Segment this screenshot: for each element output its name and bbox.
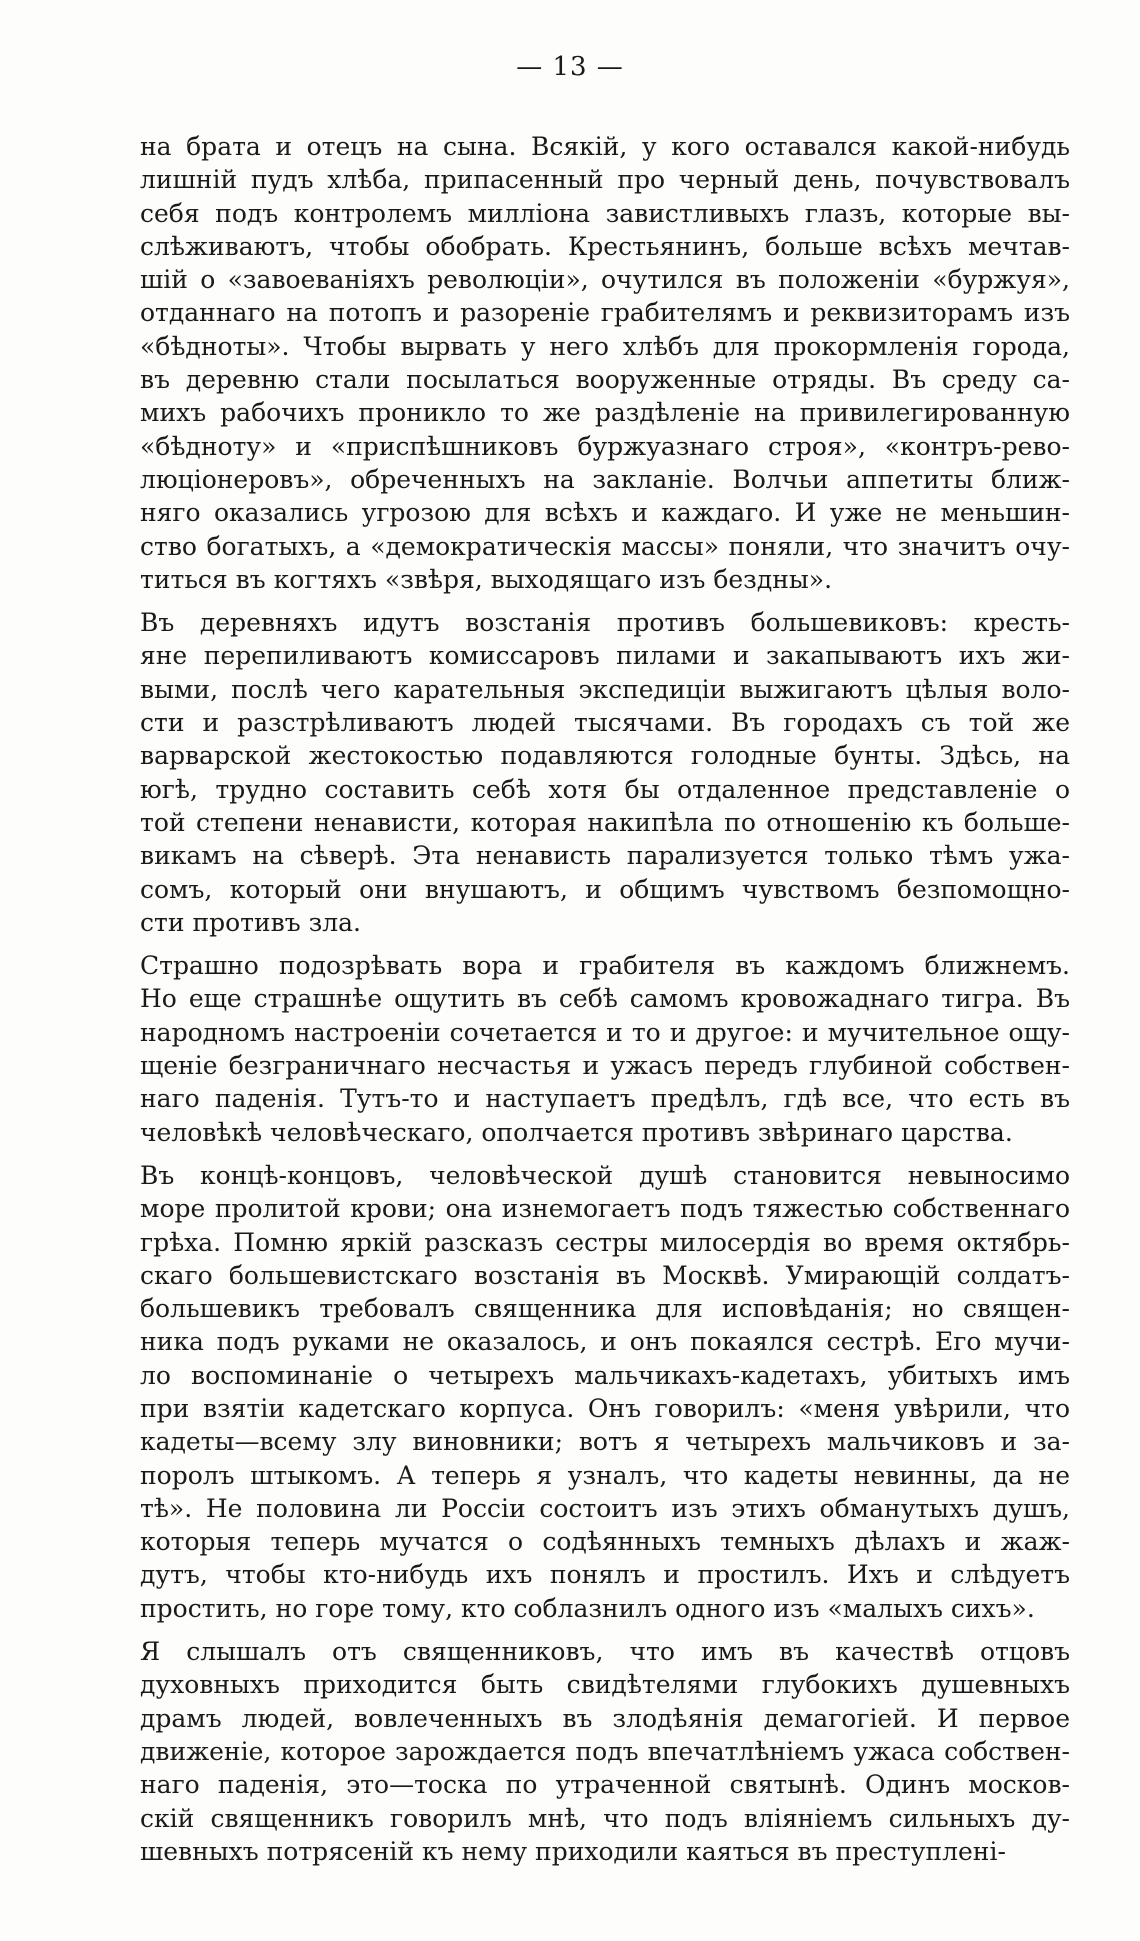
- paragraph-1: [140, 130, 1070, 596]
- text-line: человѣкѣ человѣческаго, ополчается противъ звѣринаго царства.: [140, 1117, 1013, 1147]
- text-line: скій священникъ говорилъ мнѣ, что подъ вліяніемъ сильныхъ ду-: [140, 1803, 1070, 1833]
- text-line: наго паденія, это—тоска по утраченной святынѣ. Одинъ москов-: [140, 1770, 1070, 1800]
- text-line: шій о «завоеваніяхъ революціи», очутился въ положеніи «буржуя»,: [140, 265, 1070, 295]
- text-line: няго оказались угрозою для всѣхъ и каждаго. И уже не меньшин-: [140, 498, 1070, 528]
- text-line: поролъ штыкомъ. А теперь я узналъ, что кадеты невинны, да не: [140, 1460, 1070, 1490]
- text-line: на брата и отецъ на сына. Всякій, у кого оставался какой-нибудь: [140, 132, 1070, 161]
- text-line: скаго большевистскаго возстанія въ Москвѣ. Умирающій солдатъ-: [140, 1260, 1070, 1290]
- text-line: сомъ, который они внушаютъ, и общимъ чувствомъ безпомощно-: [140, 874, 1070, 904]
- text-line: той степени ненависти, которая накипѣла по отношенію къ больше-: [140, 807, 1070, 837]
- text-line: варварской жестокостью подавляются голодные бунты. Здѣсь, на: [140, 741, 1070, 771]
- text-line: грѣха. Помню яркій разсказъ сестры милосердія во время октябрь-: [140, 1227, 1070, 1257]
- text-line: Страшно подозрѣвать вора и грабителя въ каждомъ ближнемъ.: [140, 951, 1070, 981]
- text-line: себя подъ контролемъ милліона завистливыхъ глазъ, которые вы-: [140, 198, 1070, 228]
- text-line: наго паденія. Тутъ-то и наступаетъ предѣлъ, гдѣ все, что есть въ: [140, 1084, 1070, 1114]
- page-number: — 13 —: [516, 52, 624, 82]
- text-line: «бѣдноты». Чтобы вырвать у него хлѣбъ для прокормленія города,: [140, 331, 1070, 361]
- text-line: кадеты—всему злу виновники; вотъ я четырехъ мальчиковъ и за-: [140, 1427, 1070, 1457]
- text-line: Но еще страшнѣе ощутить въ себѣ самомъ кровожаднаго тигра. Въ: [140, 984, 1070, 1014]
- text-line: сти и разстрѣливаютъ людей тысячами. Въ городахъ съ той же: [140, 708, 1070, 738]
- text-line: народномъ настроеніи сочетается и то и другое: и мучительное ощу-: [140, 1017, 1070, 1047]
- text-line: драмъ людей, вовлеченныхъ въ злодѣянія демагогіей. И первое: [140, 1703, 1070, 1733]
- text-line: шевныхъ потрясеній къ нему приходили каяться въ преступлені-: [140, 1836, 1006, 1866]
- text-line: люціонеровъ», обреченныхъ на закланіе. Волчьи аппетиты ближ-: [140, 464, 1070, 494]
- text-line: ника подъ руками не оказалось, и онъ покаялся сестрѣ. Его мучи-: [140, 1327, 1070, 1357]
- text-line: духовныхъ приходится быть свидѣтелями глубокихъ душевныхъ: [140, 1670, 1070, 1700]
- text-line: щеніе безграничнаго несчастья и ужасъ передъ глубиной собствен-: [140, 1051, 1070, 1081]
- text-line: большевикъ требовалъ священника для исповѣданія; но священ-: [140, 1294, 1070, 1324]
- text-line: югѣ, трудно составить себѣ хотя бы отдаленное представленіе о: [140, 774, 1070, 804]
- text-line: въ деревню стали посылаться вооруженные отряды. Въ среду са-: [140, 365, 1070, 395]
- text-line: михъ рабочихъ проникло то же раздѣленіе на привилегированную: [140, 398, 1070, 428]
- paragraph-2: [140, 606, 1070, 939]
- text-line: Я слышалъ отъ священниковъ, что имъ въ качествѣ отцовъ: [140, 1637, 1070, 1667]
- paragraph-3: [140, 949, 1070, 1149]
- text-line: яне перепиливаютъ комиссаровъ пилами и закапываютъ ихъ жи-: [140, 641, 1070, 671]
- text-line: которыя теперь мучатся о содѣянныхъ темныхъ дѣлахъ и жаж-: [140, 1527, 1070, 1557]
- text-line: Въ деревняхъ идутъ возстанія противъ большевиковъ: кресть-: [140, 608, 1070, 638]
- text-line: движеніе, которое зарождается подъ впечатлѣніемъ ужаса собствен-: [140, 1736, 1070, 1766]
- paragraph-5: [140, 1635, 1070, 1868]
- text-line: викамъ на сѣверѣ. Эта ненависть парализуется только тѣмъ ужа-: [140, 841, 1070, 871]
- text-line: слѣживаютъ, чтобы обобрать. Крестьянинъ, больше всѣхъ мечтав-: [140, 231, 1070, 261]
- text-line: тѣ». Не половина ли Россіи состоитъ изъ этихъ обманутыхъ душъ,: [140, 1493, 1070, 1523]
- text-line: при взятіи кадетскаго корпуса. Онъ говорилъ: «меня увѣрили, что: [140, 1393, 1070, 1423]
- text-line: выми, послѣ чего карательныя экспедиціи выжигаютъ цѣлыя воло-: [140, 674, 1070, 704]
- text-line: «бѣдноту» и «приспѣшниковъ буржуазнаго строя», «контръ-рево-: [140, 431, 1070, 461]
- text-line: Въ концѣ-концовъ, человѣческой душѣ становится невыносимо: [140, 1160, 1070, 1190]
- text-line: титься въ когтяхъ «звѣря, выходящаго изъ бездны».: [140, 564, 833, 594]
- text-line: ло воспоминаніе о четырехъ мальчикахъ-кадетахъ, убитыхъ имъ: [140, 1360, 1070, 1390]
- text-line: море пролитой крови; она изнемогаетъ подъ тяжестью собственнаго: [140, 1194, 1070, 1224]
- text-line: дутъ, чтобы кто-нибудь ихъ понялъ и простилъ. Ихъ и слѣдуетъ: [140, 1560, 1070, 1590]
- text-line: простить, но горе тому, кто соблазнилъ одного изъ «малыхъ сихъ».: [140, 1593, 1035, 1623]
- text-line: лишній пудъ хлѣба, припасенный про черный день, почувствовалъ: [140, 165, 1070, 195]
- text-line: отданнаго на потопъ и разореніе грабителямъ и реквизиторамъ изъ: [140, 298, 1070, 328]
- text-line: ство богатыхъ, а «демократическія массы» поняли, что значитъ очу-: [140, 531, 1070, 561]
- text-line: сти противъ зла.: [140, 907, 361, 937]
- paragraph-4: [140, 1159, 1070, 1625]
- body-text: [140, 130, 1070, 1878]
